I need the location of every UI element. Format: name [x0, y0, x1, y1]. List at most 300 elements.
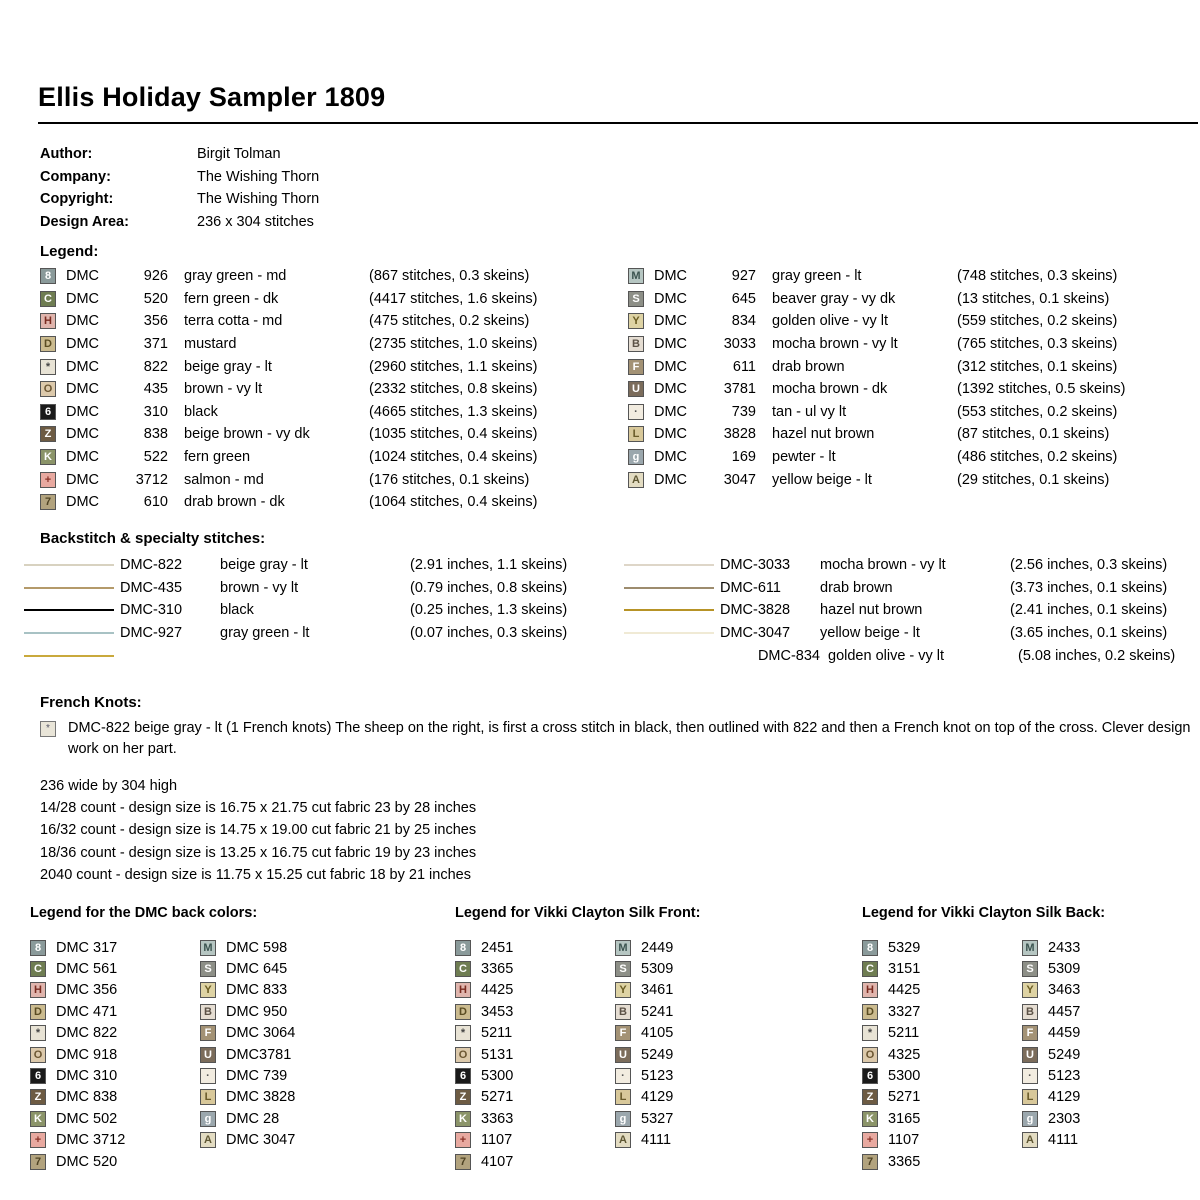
legend-row — [628, 310, 1125, 333]
color-symbol-icon: g — [1022, 1111, 1038, 1127]
bottom-legend-code: DMC 645 — [226, 961, 288, 978]
backstitch-code: DMC-822 — [120, 557, 183, 574]
bottom-legend-row — [455, 958, 513, 979]
bottom-legend-code: 3327 — [888, 1003, 921, 1020]
color-symbol-icon: Y — [1022, 982, 1038, 998]
color-symbol-icon: F — [615, 1025, 631, 1041]
metadata-row — [40, 143, 319, 166]
thread-number: 522 — [143, 449, 168, 466]
color-symbol-icon: A — [1022, 1132, 1038, 1148]
backstitch-swatch — [24, 655, 120, 657]
legend-row — [628, 378, 1125, 401]
backstitch-color-name: mocha brown - vy lt — [820, 557, 946, 574]
size-list — [40, 775, 476, 886]
backstitch-swatch — [24, 564, 120, 566]
bottom-legend-row — [1022, 1023, 1080, 1044]
bottom-legend-row — [200, 980, 295, 1001]
legend-row — [40, 288, 537, 311]
bottom-legend-code: 4459 — [1048, 1025, 1081, 1042]
silk-back-legend-col1 — [862, 937, 920, 1172]
thread-color-name: beaver gray - vy dk — [772, 290, 896, 307]
bottom-legend-code: DMC 520 — [56, 1153, 118, 1170]
color-symbol-icon: D — [862, 1004, 878, 1020]
bottom-legend-row — [1022, 1130, 1080, 1151]
color-symbol-icon: U — [628, 381, 644, 397]
bottom-legend-row — [615, 1001, 673, 1022]
silk-back-legend-col2 — [1022, 937, 1080, 1151]
color-symbol-icon: M — [628, 268, 644, 284]
backstitch-line-icon — [24, 655, 114, 657]
color-symbol-icon: K — [455, 1111, 471, 1127]
thread-brand: DMC — [66, 449, 100, 466]
backstitch-length: (0.79 inches, 0.8 skeins) — [410, 579, 568, 596]
bottom-legend-row — [862, 1108, 920, 1129]
backstitch-color-name: hazel nut brown — [820, 602, 923, 619]
bottom-legend-code: 4457 — [1048, 1003, 1081, 1020]
stitch-count: (2735 stitches, 1.0 skeins) — [369, 336, 538, 353]
metadata-value: The Wishing Thorn — [197, 191, 320, 208]
backstitch-swatch — [24, 609, 120, 611]
thread-number: 169 — [731, 449, 756, 466]
backstitch-color-name: brown - vy lt — [220, 579, 299, 596]
backstitch-length: (2.41 inches, 0.1 skeins) — [1010, 602, 1168, 619]
bottom-legend-code: 5211 — [888, 1025, 920, 1042]
backstitch-swatch — [624, 609, 720, 611]
thread-color-name: beige brown - vy dk — [184, 426, 310, 443]
legend-row — [40, 378, 537, 401]
bottom-legend-row — [862, 980, 920, 1001]
bottom-legend-row — [1022, 1108, 1080, 1129]
color-symbol-icon: K — [40, 449, 56, 465]
stitch-count: (312 stitches, 0.1 skeins) — [957, 358, 1118, 375]
color-symbol-icon: Y — [628, 313, 644, 329]
legend-row — [628, 333, 1125, 356]
legend-row — [628, 288, 1125, 311]
stitch-count: (1035 stitches, 0.4 skeins) — [369, 426, 538, 443]
thread-brand: DMC — [654, 471, 688, 488]
color-symbol-icon: 7 — [30, 1154, 46, 1170]
color-symbol-icon: D — [40, 336, 56, 352]
legend-column-right — [628, 265, 1125, 491]
color-symbol-icon: * — [862, 1025, 878, 1041]
bottom-legend-code: 5249 — [641, 1046, 674, 1063]
bottom-legend-code: 5211 — [481, 1025, 513, 1042]
thread-number: 3033 — [723, 336, 756, 353]
color-symbol-icon: · — [628, 404, 644, 420]
size-line: 2040 count - design size is 11.75 x 15.25 cut fabric 18 by 21 inches — [40, 866, 471, 883]
color-symbol-icon: · — [615, 1068, 631, 1084]
bottom-legend-row — [455, 1023, 513, 1044]
bottom-legend-code: 2303 — [1048, 1110, 1081, 1127]
size-line: 18/36 count - design size is 13.25 x 16.75 cut fabric 19 by 23 inches — [40, 844, 477, 861]
bottom-legend-code: 3463 — [1048, 982, 1081, 999]
thread-number: 610 — [143, 494, 168, 511]
stitch-count: (867 stitches, 0.3 skeins) — [369, 268, 530, 285]
legend-row — [40, 355, 537, 378]
backstitch-column-left — [24, 554, 567, 667]
color-symbol-icon: B — [200, 1004, 216, 1020]
bottom-legend-row — [1022, 980, 1080, 1001]
bottom-legend-row — [862, 1044, 920, 1065]
bottom-legend-row — [862, 1065, 920, 1086]
backstitch-swatch — [24, 632, 120, 634]
color-symbol-icon: O — [40, 381, 56, 397]
bottom-legend-code: DMC 502 — [56, 1110, 118, 1127]
bottom-legend-row — [200, 1065, 295, 1086]
backstitch-length: (2.91 inches, 1.1 skeins) — [410, 557, 568, 574]
backstitch-length: (0.25 inches, 1.3 skeins) — [410, 602, 568, 619]
legend-column-left — [40, 265, 537, 514]
backstitch-row — [24, 644, 567, 667]
bottom-legend-row — [200, 1087, 295, 1108]
color-symbol-icon: Z — [455, 1089, 471, 1105]
color-symbol-icon: C — [40, 291, 56, 307]
backstitch-color-name: drab brown — [820, 579, 893, 596]
bottom-legend-row — [1022, 1001, 1080, 1022]
thread-color-name: golden olive - vy lt — [772, 313, 889, 330]
bottom-legend-code: 3165 — [888, 1110, 921, 1127]
color-symbol-icon: L — [615, 1089, 631, 1105]
backstitch-line-icon — [24, 564, 114, 566]
color-symbol-icon: 6 — [455, 1068, 471, 1084]
thread-brand: DMC — [654, 358, 688, 375]
bottom-legend-code: 3151 — [888, 961, 921, 978]
bottom-legend-row — [862, 958, 920, 979]
color-symbol-icon: H — [30, 982, 46, 998]
bottom-legend-code: DMC 356 — [56, 982, 118, 999]
color-symbol-icon: 6 — [30, 1068, 46, 1084]
metadata-row — [40, 188, 319, 211]
thread-color-name: drab brown - dk — [184, 494, 285, 511]
thread-number: 435 — [143, 381, 168, 398]
thread-color-name: mocha brown - dk — [772, 381, 888, 398]
bottom-legend-code: 4425 — [888, 982, 921, 999]
backstitch-code: DMC-310 — [120, 602, 183, 619]
color-symbol-icon: 8 — [40, 268, 56, 284]
legend-row — [628, 468, 1125, 491]
dmc-back-legend-col1 — [30, 937, 125, 1172]
backstitch-line-icon — [624, 632, 714, 634]
color-symbol-icon: O — [455, 1047, 471, 1063]
color-symbol-icon: * — [40, 359, 56, 375]
color-symbol-icon: 8 — [455, 940, 471, 956]
metadata-label: Design Area: — [40, 213, 129, 230]
stitch-count: (4665 stitches, 1.3 skeins) — [369, 403, 538, 420]
thread-number: 356 — [143, 313, 168, 330]
bottom-legend-row — [862, 1001, 920, 1022]
bottom-legend-code: DMC 317 — [56, 939, 118, 956]
color-symbol-icon: F — [1022, 1025, 1038, 1041]
backstitch-color-name: gray green - lt — [220, 625, 310, 642]
bottom-legend-code: 1107 — [481, 1132, 513, 1149]
dmc-back-legend-col2 — [200, 937, 295, 1151]
bottom-legend-code: 5131 — [481, 1046, 514, 1063]
thread-brand: DMC — [66, 381, 100, 398]
backstitch-row — [24, 599, 567, 622]
thread-number: 739 — [731, 403, 756, 420]
color-symbol-icon: D — [455, 1004, 471, 1020]
color-symbol-icon: L — [1022, 1089, 1038, 1105]
thread-brand: DMC — [66, 290, 100, 307]
backstitch-line-icon — [624, 587, 714, 589]
color-symbol-icon: + — [30, 1132, 46, 1148]
thread-number: 3712 — [135, 471, 168, 488]
bottom-legend-code: 4105 — [641, 1025, 674, 1042]
metadata-row — [40, 211, 319, 234]
stitch-count: (475 stitches, 0.2 skeins) — [369, 313, 530, 330]
bottom-legend-row — [455, 1044, 513, 1065]
stitch-count: (2960 stitches, 1.1 skeins) — [369, 358, 538, 375]
color-symbol-icon: Z — [30, 1089, 46, 1105]
bottom-legend-code: 4107 — [481, 1153, 514, 1170]
legend-row — [628, 446, 1125, 469]
thread-brand: DMC — [66, 471, 100, 488]
metadata-label: Copyright: — [40, 191, 114, 208]
bottom-legend-row — [615, 1130, 673, 1151]
stitch-count: (176 stitches, 0.1 skeins) — [369, 471, 530, 488]
color-symbol-icon: * — [455, 1025, 471, 1041]
bottom-legend-code: DMC 28 — [226, 1110, 280, 1127]
bottom-legend-code: 4111 — [1048, 1132, 1079, 1149]
thread-brand: DMC — [654, 290, 688, 307]
color-symbol-icon: 7 — [40, 494, 56, 510]
color-symbol-icon: · — [200, 1068, 216, 1084]
backstitch-swatch — [624, 564, 720, 566]
bottom-legend-row — [1022, 1087, 1080, 1108]
backstitch-code: DMC-611 — [720, 579, 781, 596]
bottom-legend-code: DMC 833 — [226, 982, 288, 999]
bottom-legend-code: DMC 561 — [56, 961, 118, 978]
color-symbol-icon: g — [200, 1111, 216, 1127]
bottom-legend-code: 3365 — [888, 1153, 921, 1170]
color-symbol-icon: M — [200, 940, 216, 956]
thread-color-name: mustard — [184, 336, 237, 353]
color-symbol-icon: g — [628, 449, 644, 465]
thread-color-name: brown - vy lt — [184, 381, 263, 398]
bottom-legend-code: 3461 — [641, 982, 674, 999]
dmc-back-legend-heading: Legend for the DMC back colors: — [30, 905, 258, 921]
color-symbol-icon: S — [200, 961, 216, 977]
backstitch-color-name: black — [220, 602, 254, 619]
color-symbol-icon: 6 — [862, 1068, 878, 1084]
backstitch-row — [624, 577, 1175, 600]
backstitch-swatch — [624, 587, 720, 589]
color-symbol-icon: C — [30, 961, 46, 977]
bottom-legend-code: DMC 3047 — [226, 1132, 296, 1149]
bottom-legend-code: DMC 3712 — [56, 1132, 126, 1149]
backstitch-length: (3.65 inches, 0.1 skeins) — [1010, 625, 1168, 642]
color-symbol-icon: Z — [40, 426, 56, 442]
backstitch-code: DMC-435 — [120, 579, 183, 596]
bottom-legend-row — [455, 980, 513, 1001]
color-symbol-icon: K — [30, 1111, 46, 1127]
thread-color-name: tan - ul vy lt — [772, 403, 847, 420]
bottom-legend-row — [862, 1087, 920, 1108]
color-symbol-icon: * — [30, 1025, 46, 1041]
stitch-count: (29 stitches, 0.1 skeins) — [957, 471, 1110, 488]
thread-brand: DMC — [66, 336, 100, 353]
thread-number: 926 — [143, 268, 168, 285]
thread-number: 3828 — [723, 426, 756, 443]
color-symbol-icon: 8 — [30, 940, 46, 956]
silk-back-legend-heading: Legend for Vikki Clayton Silk Back: — [862, 905, 1106, 921]
thread-brand: DMC — [654, 449, 688, 466]
backstitch-length: (3.73 inches, 0.1 skeins) — [1010, 579, 1168, 596]
color-symbol-icon: S — [615, 961, 631, 977]
color-symbol-icon: 8 — [862, 940, 878, 956]
bottom-legend-code: 5241 — [641, 1003, 674, 1020]
bottom-legend-code: DMC 471 — [56, 1003, 118, 1020]
thread-brand: DMC — [66, 426, 100, 443]
backstitch-row — [24, 622, 567, 645]
bottom-legend-row — [615, 1065, 673, 1086]
color-symbol-icon: M — [615, 940, 631, 956]
bottom-legend-row — [200, 1130, 295, 1151]
color-symbol-icon: L — [628, 426, 644, 442]
bottom-legend-row — [200, 937, 295, 958]
bottom-legend-row — [615, 958, 673, 979]
silk-front-legend-col2 — [615, 937, 673, 1151]
bottom-legend-code: 5309 — [641, 961, 674, 978]
backstitch-line-icon — [24, 587, 114, 589]
metadata-row — [40, 166, 319, 189]
bottom-legend-row — [455, 1087, 513, 1108]
bottom-legend-row — [30, 1044, 125, 1065]
bottom-legend-row — [455, 1151, 513, 1172]
thread-color-name: drab brown — [772, 358, 845, 375]
bottom-legend-row — [862, 1151, 920, 1172]
thread-brand: DMC — [66, 358, 100, 375]
legend-heading: Legend: — [40, 243, 99, 260]
bottom-legend-row — [200, 1001, 295, 1022]
color-symbol-icon: S — [1022, 961, 1038, 977]
bottom-legend-row — [200, 958, 295, 979]
backstitch-row — [24, 554, 567, 577]
color-symbol-icon: 7 — [455, 1154, 471, 1170]
bottom-legend-code: DMC 822 — [56, 1025, 118, 1042]
stitch-count: (748 stitches, 0.3 skeins) — [957, 268, 1118, 285]
color-symbol-icon: U — [1022, 1047, 1038, 1063]
color-symbol-icon: O — [30, 1047, 46, 1063]
thread-number: 520 — [143, 290, 168, 307]
color-symbol-icon: 6 — [40, 404, 56, 420]
legend-row — [40, 423, 537, 446]
thread-number: 611 — [732, 358, 756, 375]
bottom-legend-code: 5309 — [1048, 961, 1081, 978]
color-symbol-icon: B — [1022, 1004, 1038, 1020]
backstitch-row — [624, 554, 1175, 577]
silk-front-legend-heading: Legend for Vikki Clayton Silk Front: — [455, 905, 701, 921]
stitch-count: (765 stitches, 0.3 skeins) — [957, 336, 1118, 353]
bottom-legend-code: 4111 — [641, 1132, 672, 1149]
bottom-legend-code: 2451 — [481, 939, 514, 956]
bottom-legend-code: DMC 3064 — [226, 1025, 296, 1042]
thread-color-name: gray green - md — [184, 268, 287, 285]
backstitch-code: DMC-3828 — [720, 602, 791, 619]
bottom-legend-code: 5300 — [888, 1068, 921, 1085]
bottom-legend-code: 1107 — [888, 1132, 920, 1149]
stitch-count: (4417 stitches, 1.6 skeins) — [369, 290, 538, 307]
bottom-legend-code: DMC 598 — [226, 939, 288, 956]
bottom-legend-code: 3365 — [481, 961, 514, 978]
bottom-legend-code: 4129 — [641, 1089, 674, 1106]
thread-number: 310 — [143, 403, 168, 420]
stitch-count: (559 stitches, 0.2 skeins) — [957, 313, 1118, 330]
legend-row — [40, 401, 537, 424]
color-symbol-icon: A — [628, 472, 644, 488]
legend-row — [40, 310, 537, 333]
backstitch-swatch — [624, 632, 720, 634]
thread-brand: DMC — [654, 313, 688, 330]
bottom-legend-row — [1022, 958, 1080, 979]
bottom-legend-code: DMC 310 — [56, 1068, 118, 1085]
bottom-legend-row — [30, 937, 125, 958]
thread-brand: DMC — [66, 403, 100, 420]
bottom-legend-row — [30, 1108, 125, 1129]
color-symbol-icon: O — [862, 1047, 878, 1063]
color-symbol-icon: 7 — [862, 1154, 878, 1170]
bottom-legend-row — [30, 980, 125, 1001]
bottom-legend-row — [615, 1023, 673, 1044]
thread-color-name: yellow beige - lt — [772, 471, 872, 488]
thread-number: 822 — [143, 358, 168, 375]
color-symbol-icon: L — [200, 1089, 216, 1105]
color-symbol-icon: C — [455, 961, 471, 977]
legend-row — [40, 491, 537, 514]
bottom-legend-code: DMC 3828 — [226, 1089, 296, 1106]
thread-color-name: hazel nut brown — [772, 426, 875, 443]
thread-number: 3781 — [723, 381, 756, 398]
bottom-legend-row — [862, 1023, 920, 1044]
thread-brand: DMC — [654, 268, 688, 285]
color-symbol-icon: H — [862, 982, 878, 998]
thread-color-name: fern green - dk — [184, 290, 279, 307]
bottom-legend-code: 5327 — [641, 1110, 674, 1127]
backstitch-line-icon — [24, 632, 114, 634]
page-title: Ellis Holiday Sampler 1809 — [38, 82, 386, 112]
title-divider — [38, 122, 1198, 124]
thread-brand: DMC — [654, 403, 688, 420]
backstitch-row — [24, 577, 567, 600]
thread-color-name: mocha brown - vy lt — [772, 336, 898, 353]
legend-row — [40, 333, 537, 356]
size-line: 14/28 count - design size is 16.75 x 21.75 cut fabric 23 by 28 inches — [40, 800, 477, 817]
bottom-legend-row — [455, 1108, 513, 1129]
color-symbol-icon: g — [615, 1111, 631, 1127]
bottom-legend-code: DMC 950 — [226, 1003, 288, 1020]
thread-number: 645 — [731, 290, 756, 307]
french-knots-text: DMC-822 beige gray - lt (1 French knots) The sheep on the right, is first a cross stitch in black, then outlined with 822 and then a French knot on top of the cross. Clever design work on her part. — [68, 720, 1191, 757]
thread-number: 838 — [143, 426, 168, 443]
backstitch-color-name: yellow beige - lt — [820, 625, 920, 642]
color-symbol-icon: S — [628, 291, 644, 307]
thread-color-name: gray green - lt — [772, 268, 862, 285]
legend-row — [628, 423, 1125, 446]
color-symbol-icon: F — [200, 1025, 216, 1041]
color-symbol-icon: + — [862, 1132, 878, 1148]
bottom-legend-row — [200, 1108, 295, 1129]
thread-color-name: black — [184, 403, 218, 420]
backstitch-color-name: golden olive - vy lt — [828, 647, 945, 664]
color-symbol-icon: D — [30, 1004, 46, 1020]
metadata-block — [40, 143, 319, 233]
backstitch-heading: Backstitch & specialty stitches: — [40, 530, 266, 547]
metadata-value: Birgit Tolman — [197, 146, 281, 162]
color-symbol-icon: A — [615, 1132, 631, 1148]
backstitch-swatch — [24, 587, 120, 589]
color-symbol-icon: U — [615, 1047, 631, 1063]
bottom-legend-code: 4425 — [481, 982, 514, 999]
